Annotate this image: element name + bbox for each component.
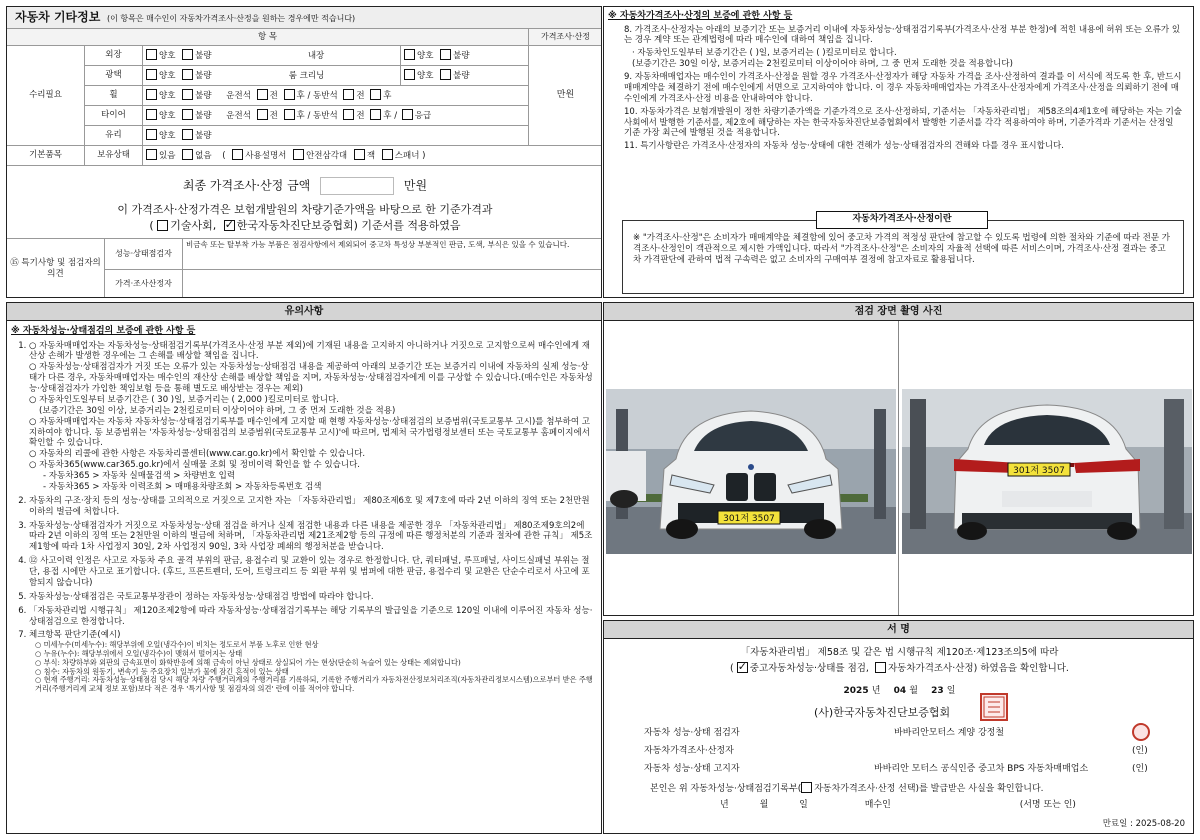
row-gloss: 광택 [85,66,143,86]
receipt-line: 본인은 위 자동차성능·상태점검기록부( 자동차가격조사·산정 선택)를 발급받은 사실을 확인합니다. [650,784,1044,794]
note-1-sub-g: - 자동차365 > 자동차 실매물검색 > 차량번호 입력 [43,471,236,482]
rear-plate-text: 301저 3507 [1013,466,1065,476]
tire-bad-checkbox[interactable] [182,109,193,120]
criteria-3: 부식: 차량하부와 외판의 금속표면이 화학반응에 의해 금속이 아닌 상태로 상실되어 가는 현상(단순히 녹슬어 있는 상태는 제외합니다) [43,657,461,667]
front-plate-text: 301저 3507 [723,514,775,524]
note-item-4: 4. ⑫ 사고이력 인정은 사고로 자동차 주요 골격 부위의 판금, 용접수리 및 교환이 있는 경우로 한정합니다. 단, 쿼터패널, 루프패널, 사이드실패널 부위는 절단, 용접 시에만 사고로 표기합니다. (후드, 프론트펜더, 도어, 트렁크리드 등 외판 부위 및 범퍼에 대한 판금, 용접수리 및 교환은 단순수리로서 사고에 포함되지 않습니다) [29,556,593,589]
expiry-date: 만료일 : 2025-08-20 [1102,819,1185,829]
row-interior: 내장 [307,51,325,62]
photos-title: 점검 장면 촬영 사진 [604,303,1193,321]
note-1-sub-a: 1. ○ 자동차매매업자는 자동차성능·상태점검기록부(가격조사·산정 부분 제외)에 기재된 내용을 고지하지 아니하거나 거짓으로 고지함으로써 매수인에게 재산상 손해가 발생한 경우에는 그 손해를 배상할 책임을 집니다. [29,340,590,362]
org-seal-icon [980,693,1008,721]
tire-driver-rear-checkbox[interactable] [284,109,295,120]
other-info-panel [6,6,602,298]
row-exterior: 외장 [85,46,143,66]
other-info-note: (이 항목은 매수인이 자동차가격조사·산정을 원하는 경우에만 적습니다) [107,14,356,23]
basic-label: 기본품목 [7,146,85,166]
notes-panel [6,302,602,834]
resp-item-9: 9. 자동차매매업자는 매수인이 가격조사·산정을 원할 경우 가격조사·산정자가 해당 자동차 가격을 조사·산정하여 결과를 이 서식에 적도록 한 후, 반드시 매매계약을 체결하기 전에 매수인에게 서면으로 고지하여야 합니다. 이 경우 자동차매매업자는 가격조사·산정자에게 가격조사·산정을 의뢰하기 전에 매수인에게 가격조사·산정 비용을 안내하여야 합니다. [624,72,1182,104]
note-7-criteria: ○ 미세누수(미세누수): 해당부위에 오일(냉각수)이 비치는 정도로서 부품 노후로 인한 현상 ○ 누유(누수): 해당부위에서 오일(냉각수)이 맺혀서 떨어지는 상태 ○ 부식: 차량하부와 외판의 금속표면이 화학반응에 의해 금속이 아닌 상태로 상실되어 가는 현상(단순히 녹슬어 있는 상태는 제외합니다) ○ 침수: 자동차의 원동기, 변속기 등 주요장치 일부가 물에 잠긴 흔적이 있는 상태 ○ 현재 주행거리: 자동차성능·상태점검 당시 해당 차량 주행거리계의 주행거리를 기록하되, 기록한 주행거리가 자동차전산정보처리조직(자동차관리정보시스템)으로부터 받은 주행거리(주행거리계 교체 정보 포함)보다 적은 경우 '특기사항 및 점검자의 의견' 란에 이를 적어야 합니다. [35,640,593,694]
note-item-3: 3. 자동차성능·상태점검자가 거짓으로 자동차성능·상태 점검을 하거나 실제 점검한 내용과 다른 내용을 제공한 경우 「자동차관리법」 제80조제9호의2에 따라 2년 이하의 징역 또는 2천만원 이하의 벌금에 처하며, 「자동차관리법 제21조제2항 등의 규정에 따른 행정처분의 기준과 절차에 관한 규칙」 제5조제1항에 따라 1차 사업정지 30일, 2차 사업정지 90일, 3차 사업장 폐쇄의 행정처분을 받습니다. [29,521,593,554]
resp-item-10: 10. 자동차가격은 보험개발원이 정한 차량기준가액을 기준가격으로 조사·산정하되, 기준서는 「자동차관리법」 제58조의4제1호에 해당하는 자는 기술사회에서 발행한 기준서를, 제2호에 해당하는 자는 한국자동차진단보증협회에서 발행한 기준서를 각각 적용하여야 하며, 기준가격과 기준서는 산정일 기준 가장 최근에 발행된 것을 적용합니다. [624,106,1183,139]
gloss-bad-checkbox[interactable] [182,69,193,80]
cleaning-bad-checkbox[interactable] [440,69,451,80]
gloss-good-checkbox[interactable] [146,69,157,80]
special-notes-table [6,238,602,298]
criteria-4: 침수: 자동차의 원동기, 변속기 등 주요장치 일부가 물에 잠긴 흔적이 있는 상태 [43,666,289,676]
notes-list [7,341,601,694]
note-item-2: 2. 자동차의 구조·장치 등의 성능·상태를 고의적으로 거짓으로 고지한 자는 「자동차관리법」 제80조제6호 및 제7호에 따라 2년 이하의 징역 또는 2천만원 이하의 벌금에 처합니다. [29,496,593,518]
rear-car-icon [902,389,1192,554]
other-info-header [7,7,601,29]
wheel-bad-checkbox[interactable] [182,89,193,100]
signature-line1: 「자동차관리법」 제58조 및 같은 법 시행규칙 제120조·제123조의5에 따라 [740,647,1059,658]
criteria-5: 현재 주행거리: 자동차성능·상태점검 당시 해당 차량 주행거리계의 주행거리를 기록하되, 기록한 주행거리가 자동차전산정보처리조직(자동차관리정보시스템)으로부터 받은 주행거리(주행거리계 교체 정보 포함)보다 적은 경우 '특기사항 및 점검자의 의견' 란에 이를 적어야 합니다. [35,675,593,694]
buyer-line: 년 월 일 매수인 (서명 또는 인) [720,800,1076,810]
sig-row-notifier-value: 바바리안 모터스 공식인증 중고차 BPS 자동차매매업소 [874,764,1089,774]
sig-row-inspector-value: 바바리안모터스 계양 강정철 [894,728,1005,738]
row-glass: 유리 [85,126,143,146]
row-tire: 타이어 [85,106,143,126]
rear-car-photo [902,389,1192,554]
interior-bad-checkbox[interactable] [440,49,451,60]
tire-passenger-rear-checkbox[interactable] [370,109,381,120]
col-price-header: 가격조사·산정 [529,29,603,46]
receipt-appraisal-checkbox[interactable] [801,782,812,793]
final-price-label: 최종 가격조사·산정 금액 [182,178,311,193]
note-item-7 [29,630,593,694]
tire-good-checkbox[interactable] [146,109,157,120]
tire-passenger-front-checkbox[interactable] [343,109,354,120]
front-car-icon [606,389,896,554]
signature-panel [603,620,1194,834]
special-appraiser-text[interactable] [183,270,603,299]
special-label: ⑮ 특기사항 및 점검자의 의견 [7,239,105,299]
sig-row-notifier-seal: (인) [1132,764,1148,774]
responsibility-title: ※ 자동차가격조사·산정의 보증에 관한 사항 등 [608,11,793,21]
appraisal-box [622,220,1184,294]
price-unit: 만원 [529,46,603,146]
front-car-photo [606,389,896,554]
triangle-checkbox[interactable] [293,149,304,160]
note-1-sub-c-note: (보증기간은 30일 이상, 보증거리는 2천킬로미터 이상이어야 하며, 그 중 먼저 도래한 것을 적용) [39,405,396,416]
resp-item-11: 11. 특기사항란은 가격조사·산정자의 자동차 성능·상태에 대한 견해가 성능·상태점검자의 견해와 다를 경우 표시합니다. [624,141,1064,152]
wheel-passenger-rear-checkbox[interactable] [370,89,381,100]
glass-bad-checkbox[interactable] [182,129,193,140]
note-item-6: 6. 「자동차관리법 시행규칙」 제120조제2항에 따라 자동차성능·상태점검기록부는 해당 기록부의 발급일을 기준으로 120일 이내에 이루어진 자동차 성능·상태점검으로 한정합니다. [29,606,593,628]
other-info-table: 항 목 가격조사·산정 수리필요 외장 양호 불량 내장 양호 불량 만원 광택 양호 불량 룸 크리닝 양호 불량 휠 양호 불량 운전석 전 후 / 동반석 전 후 타이어 양호 불량 운전석 전 후 / 동반석 전 후 / 응급 유리 양호 불량 기본품목 보유상태 있음 없음 ( 사용설명서 안전삼각대 잭 스패너 ) [6,28,602,166]
repair-label: 수리필요 [7,46,85,146]
final-price-unit: 만원 [403,178,428,193]
criteria-1: 미세누수(미세누수): 해당부위에 오일(냉각수)이 비치는 정도로서 부품 노후로 인한 현상 [43,640,319,650]
interior-good-checkbox[interactable] [404,49,415,60]
jack-checkbox[interactable] [354,149,365,160]
note-7-title: 7. 체크항목 판단기준(예시) [29,630,121,641]
special-inspector-text: 비금속 또는 탈부착 가능 부품은 점검사항에서 제외되어 중고차 특성상 부분적인 판금, 도색, 부식은 있을 수 있습니다. [183,239,603,270]
criteria-2: 누유(누수): 해당부위에서 오일(냉각수)이 맺혀서 떨어지는 상태 [43,649,243,659]
note-1-sub-h: - 자동차365 > 자동차 이력조회 > 매매용차량조회 > 자동차등록번호 검색 [43,481,322,492]
note-1-sub-d: ○ 자동차매매업자는 자동차 자동차성능·상태점검기록부를 매수인에게 고지할 때 현행 자동차성능·상태점검의 보증범위(국토교통부 고시)를 첨부하여 고지하여야 합니다. 동 보증범위는 '자동차성능·상태점검의 보증범위(국토교통부 고시)'에 따르며, 법제처 국가법령정보센터 또는 국토교통부 홈페이지에서 확인할 수 있습니다. [29,416,590,449]
tire-driver-front-checkbox[interactable] [257,109,268,120]
final-price-input[interactable] [320,177,394,195]
row-possession: 보유상태 [85,146,143,166]
possession-yes-checkbox[interactable] [146,149,157,160]
note-1-sub-f: ○ 자동차365(www.car365.go.kr)에서 실매물 조회 및 정비이력 확인을 할 수 있습니다. [29,460,361,471]
wheel-driver-rear-checkbox[interactable] [284,89,295,100]
row-room-cleaning: 룸 크리닝 [288,71,325,82]
special-appraiser-label: 가격·조사산정자 [105,270,183,299]
appraisal-box-title: 자동차가격조사·산정이란 [816,211,988,229]
sig-inspection-checkbox[interactable] [737,662,748,673]
wheel-driver-front-checkbox[interactable] [257,89,268,100]
wheel-passenger-front-checkbox[interactable] [343,89,354,100]
signature-line2: ( ✓ 중고자동차성능·상태를 점검, 자동차가격조사·산정) 하였음을 확인합니다. [604,662,1194,675]
resp-item-8-note: (보증기간은 30일 이상, 보증거리는 2천킬로미터 이상이어야 하며, 그 중 먼저 도래한 것을 적용합니다) [632,59,1013,70]
standard-line: 이 가격조사·산정가격은 보험개발원의 차량기준가액을 바탕으로 한 기준가격과 [117,203,493,216]
manual-checkbox[interactable] [232,149,243,160]
row-wheel: 휠 [85,86,143,106]
signature-title: 서 명 [604,621,1193,639]
sig-row-inspector: 자동차 성능·상태 점검자 [644,728,740,738]
exterior-good-checkbox[interactable] [146,49,157,60]
photo-divider [898,321,899,616]
appraisal-box-text: ※ "가격조사·산정"은 소비자가 매매계약을 체결함에 있어 중고차 가격의 적정성 판단에 참고할 수 있도록 법령에 의한 절차와 기준에 따라 전문 가격조사·산정인이 객관적으로 제시한 가액입니다. 따라서 "가격조사·산정"은 소비자의 자율적 선택에 따른 서비스이며, 가격조사·산정 결과는 중고차 가격판단에 관하여 법적 구속력은 없고 소비자의 구매여부 결정에 참고자료로 활용됩니다. [633,233,1171,265]
responsibility-panel [603,6,1194,298]
resp-item-8-period: · 자동차인도일부터 보증기간은 ( )일, 보증거리는 ( )킬로미터로 합니다. [632,48,897,59]
sig-appraisal-checkbox[interactable] [875,662,886,673]
exterior-bad-checkbox[interactable] [182,49,193,60]
standard-tech-checkbox[interactable] [157,220,168,231]
standard-options: ( 기술사회, ✓ 한국자동차진단보증협회) 기준서를 적용하였음 [7,219,602,233]
col-item-header: 항 목 [7,29,529,46]
other-info-title: 자동차 기타정보 [15,10,101,24]
note-item-1 [29,341,593,493]
resp-item-8: 8. 가격조사·산정자는 아래의 보증기간 또는 보증거리 이내에 자동차성능·상태점검기록부(가격조사·산정 부분 한정)에 적힌 내용에 허위 또는 오류가 있는 경우 계약 또는 관계법령에 따라 매수인에 대하여 책임을 집니다. [624,24,1181,46]
notes-section-title: ※ 자동차성능·상태점검의 보증에 관한 사항 등 [11,326,196,336]
final-price-row [7,177,602,195]
tire-emergency-checkbox[interactable] [402,109,413,120]
notes-title: 유의사항 [7,303,601,321]
sig-row-notifier: 자동차 성능·상태 고지자 [644,764,740,774]
possession-no-checkbox[interactable] [182,149,193,160]
photos-panel [603,302,1194,616]
note-1-sub-e: ○ 자동차의 리콜에 관한 사항은 자동차리콜센터(www.car.go.kr)에서 확인할 수 있습니다. [29,449,366,460]
sig-row-appraiser-seal: (인) [1132,746,1148,756]
signature-org: (사)한국자동차진단보증협회 [814,706,951,719]
cleaning-good-checkbox[interactable] [404,69,415,80]
note-item-5: 5. 자동차성능·상태점검은 국토교통부장관이 정하는 자동차성능·상태점검 방법에 따라야 합니다. [29,592,593,603]
note-1-sub-c: ○ 자동차인도일부터 보증기간은 ( 30 )일, 보증거리는 ( 2,000 )킬로미터로 합니다. [29,394,339,405]
sig-row-appraiser: 자동차가격조사·산정자 [644,746,734,756]
note-1-sub-b: ○ 자동차성능·상태점검자가 거짓 또는 오류가 있는 자동차성능·상태점검 내용을 제공하여 아래의 보증기간 또는 보증거리 이내에 자동차의 실제 성능·상태가 다른 경우, 자동차매매업자는 매수인의 재산상 손해를 배상할 책임을 지며, 자동차성능·상태점검자에게 이를 구상할 수 있습니다.(매수인은 자동차성능·상태점검자가 가입한 책임보험 등을 통해 별도로 배상받는 경우는 제외) [29,362,593,395]
glass-good-checkbox[interactable] [146,129,157,140]
special-inspector-label: 성능·상태점검자 [105,239,183,270]
responsibility-items [604,25,1193,153]
spanner-checkbox[interactable] [382,149,393,160]
wheel-good-checkbox[interactable] [146,89,157,100]
signature-date: 2025 년 04 월 23 일 [843,686,956,696]
standard-kada-checkbox[interactable] [224,220,235,231]
